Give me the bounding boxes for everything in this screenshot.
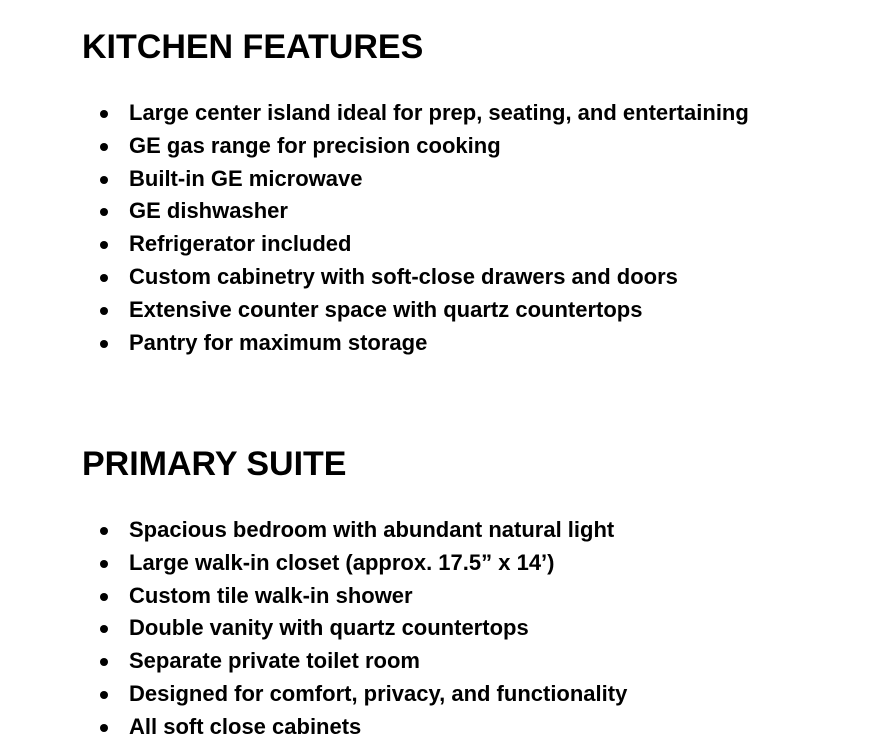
- list-item-text: Double vanity with quartz countertops: [129, 615, 529, 641]
- list-item: [100, 645, 627, 678]
- list-item-text: Large walk-in closet (approx. 17.5” x 14’): [129, 549, 555, 575]
- list-item: [100, 163, 749, 196]
- list-item: [100, 195, 749, 228]
- list-item: [100, 327, 749, 360]
- list-item-text: Designed for comfort, privacy, and functionality: [129, 680, 628, 706]
- bullet-icon: [100, 658, 108, 666]
- list-item-text: GE dishwasher: [129, 198, 288, 224]
- list-item-text: Extensive counter space with quartz countertops: [129, 296, 643, 322]
- list-item-text: All soft close cabinets: [129, 713, 362, 739]
- bullet-icon: [100, 208, 108, 216]
- bullet-icon: [100, 176, 108, 184]
- list-item: [100, 711, 627, 744]
- list-item-text: Pantry for maximum storage: [129, 329, 428, 355]
- list-item: [100, 261, 749, 294]
- kitchen-features-section: [82, 27, 882, 355]
- list-item: [100, 97, 749, 130]
- list-item-text: Built-in GE microwave: [129, 165, 363, 191]
- bullet-icon: [100, 625, 108, 633]
- bullet-icon: [100, 241, 108, 249]
- bullet-icon: [100, 110, 108, 118]
- list-item: [100, 678, 627, 711]
- bullet-icon: [100, 724, 108, 732]
- list-item-text: Large center island ideal for prep, seating, and entertaining: [129, 100, 749, 125]
- bullet-icon: [100, 307, 108, 315]
- list-item: [100, 228, 749, 261]
- bullet-icon: [100, 593, 108, 601]
- primary-suite-section: [82, 444, 882, 739]
- list-item: [100, 580, 627, 613]
- list-item-text: Custom tile walk-in shower: [129, 582, 413, 608]
- feature-list: [100, 97, 749, 359]
- bullet-icon: [100, 560, 108, 568]
- list-item: [100, 612, 627, 645]
- list-item-text: Refrigerator included: [129, 231, 352, 257]
- section-heading: PRIMARY SUITE: [82, 445, 347, 483]
- feature-list: [100, 514, 627, 744]
- list-item: [100, 294, 749, 327]
- bullet-icon: [100, 527, 108, 535]
- list-item-text: Spacious bedroom with abundant natural light: [129, 517, 615, 542]
- bullet-icon: [100, 340, 108, 348]
- section-heading: KITCHEN FEATURES: [82, 28, 424, 66]
- list-item: [100, 514, 627, 547]
- list-item-text: Custom cabinetry with soft-close drawers and doors: [129, 263, 678, 289]
- list-item-text: Separate private toilet room: [129, 648, 420, 674]
- list-item: [100, 547, 627, 580]
- bullet-icon: [100, 143, 108, 151]
- bullet-icon: [100, 691, 108, 699]
- list-item-text: GE gas range for precision cooking: [129, 132, 501, 158]
- bullet-icon: [100, 274, 108, 282]
- list-item: [100, 130, 749, 163]
